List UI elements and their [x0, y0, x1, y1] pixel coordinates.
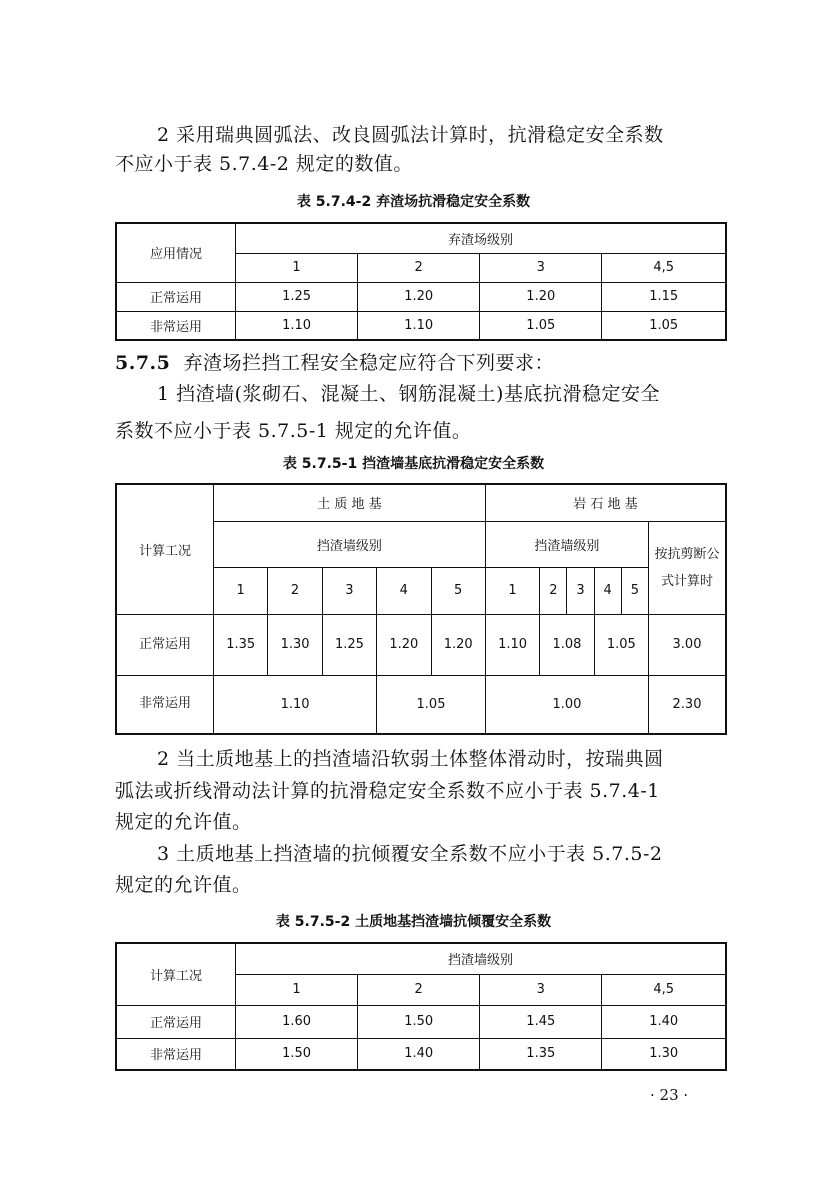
- header-cell: 弃渣场级别: [236, 223, 727, 253]
- value-cell: 1.30: [268, 614, 322, 675]
- grade-cell: 3: [480, 974, 602, 1005]
- value-cell: 1.20: [431, 614, 485, 675]
- row-label: 正常运用: [116, 282, 236, 311]
- paragraph-line: 2 当土质地基上的挡渣墙沿软弱土体整体滑动时，按瑞典圆: [157, 748, 664, 770]
- header-cell: 挡渣墙级别: [236, 943, 727, 974]
- grade-cell: 3: [322, 567, 376, 614]
- header-cell: 计算工况: [116, 943, 236, 1005]
- header-cell: 按抗剪断公式计算时: [649, 521, 727, 614]
- paragraph-line: 规定的允许值。: [115, 811, 252, 833]
- table-caption: 表 5.7.5-1 挡渣墙基底抗滑稳定安全系数: [282, 456, 545, 472]
- table-5-7-5-2: [115, 942, 727, 1071]
- value-cell: 1.20: [480, 282, 602, 311]
- header-cell: 计算工况: [116, 484, 214, 614]
- value-cell: 1.05: [594, 614, 648, 675]
- paragraph-line: 3 土质地基上挡渣墙的抗倾覆安全系数不应小于表 5.7.5-2: [157, 843, 663, 865]
- value-cell: 2.30: [649, 675, 727, 734]
- paragraph-line: 2 采用瑞典圆弧法、改良圆弧法计算时，抗滑稳定安全系数: [157, 124, 664, 146]
- grade-cell: 1: [236, 253, 358, 282]
- paragraph-line: 规定的允许值。: [115, 874, 252, 896]
- section-heading: [115, 352, 554, 374]
- section-number: 5.7.5: [115, 352, 171, 374]
- header-cell: 土 质 地 基: [214, 484, 486, 521]
- grade-cell: 2: [540, 567, 567, 614]
- value-cell: 1.25: [322, 614, 376, 675]
- value-cell: 1.40: [602, 1005, 726, 1038]
- value-cell: 1.08: [540, 614, 594, 675]
- value-cell: 1.45: [480, 1005, 602, 1038]
- grade-cell: 2: [268, 567, 322, 614]
- paragraph-line: 1 挡渣墙(浆砌石、混凝土、钢筋混凝土)基底抗滑稳定安全: [157, 383, 660, 405]
- table-row: [116, 1038, 726, 1070]
- page-number: · 23 ·: [650, 1086, 689, 1104]
- grade-cell: 4: [377, 567, 431, 614]
- value-cell: 1.10: [485, 614, 539, 675]
- value-cell: 1.10: [358, 311, 480, 340]
- value-cell: 1.00: [485, 675, 648, 734]
- table-row: [116, 614, 726, 675]
- value-cell: 1.35: [480, 1038, 602, 1070]
- value-cell: 1.05: [377, 675, 486, 734]
- value-cell: 1.50: [236, 1038, 358, 1070]
- row-label: 正常运用: [116, 614, 214, 675]
- grade-cell: 1: [485, 567, 539, 614]
- row-label: 正常运用: [116, 1005, 236, 1038]
- grade-cell: 3: [567, 567, 594, 614]
- table-caption: 表 5.7.5-2 土质地基挡渣墙抗倾覆安全系数: [275, 914, 552, 930]
- value-cell: 1.35: [214, 614, 268, 675]
- value-cell: 1.25: [236, 282, 358, 311]
- value-cell: 1.20: [358, 282, 480, 311]
- value-cell: 1.30: [602, 1038, 726, 1070]
- row-label: 非常运用: [116, 1038, 236, 1070]
- paragraph-line: 不应小于表 5.7.4-2 规定的数值。: [115, 153, 413, 175]
- row-label: 非常运用: [116, 675, 214, 734]
- value-cell: 1.20: [377, 614, 431, 675]
- grade-cell: 2: [358, 974, 480, 1005]
- table-row: [116, 311, 726, 340]
- grade-cell: 5: [621, 567, 648, 614]
- section-text: 弃渣场拦挡工程安全稳定应符合下列要求：: [183, 352, 554, 374]
- table-5-7-5-1: [115, 483, 727, 735]
- header-cell: 挡渣墙级别: [485, 521, 648, 567]
- table-row: [116, 675, 726, 734]
- value-cell: 1.15: [602, 282, 726, 311]
- value-cell: 3.00: [649, 614, 727, 675]
- table-row: [116, 1005, 726, 1038]
- paragraph-line: 弧法或折线滑动法计算的抗滑稳定安全系数不应小于表 5.7.4-1: [115, 780, 660, 802]
- header-cell: 挡渣墙级别: [214, 521, 486, 567]
- value-cell: 1.40: [358, 1038, 480, 1070]
- grade-cell: 4: [594, 567, 621, 614]
- table-5-7-4-2: [115, 222, 727, 341]
- grade-cell: 4,5: [602, 974, 726, 1005]
- value-cell: 1.60: [236, 1005, 358, 1038]
- table-caption: 表 5.7.4-2 弃渣场抗滑稳定安全系数: [296, 194, 531, 210]
- value-cell: 1.50: [358, 1005, 480, 1038]
- row-label: 非常运用: [116, 311, 236, 340]
- grade-cell: 4,5: [602, 253, 726, 282]
- grade-cell: 1: [214, 567, 268, 614]
- grade-cell: 1: [236, 974, 358, 1005]
- grade-cell: 2: [358, 253, 480, 282]
- grade-cell: 5: [431, 567, 485, 614]
- value-cell: 1.10: [236, 311, 358, 340]
- value-cell: 1.05: [602, 311, 726, 340]
- grade-cell: 3: [480, 253, 602, 282]
- value-cell: 1.05: [480, 311, 602, 340]
- header-cell: 岩 石 地 基: [485, 484, 726, 521]
- value-cell: 1.10: [214, 675, 377, 734]
- header-cell: 应用情况: [116, 223, 236, 282]
- paragraph-line: 系数不应小于表 5.7.5-1 规定的允许值。: [115, 420, 472, 442]
- table-row: [116, 282, 726, 311]
